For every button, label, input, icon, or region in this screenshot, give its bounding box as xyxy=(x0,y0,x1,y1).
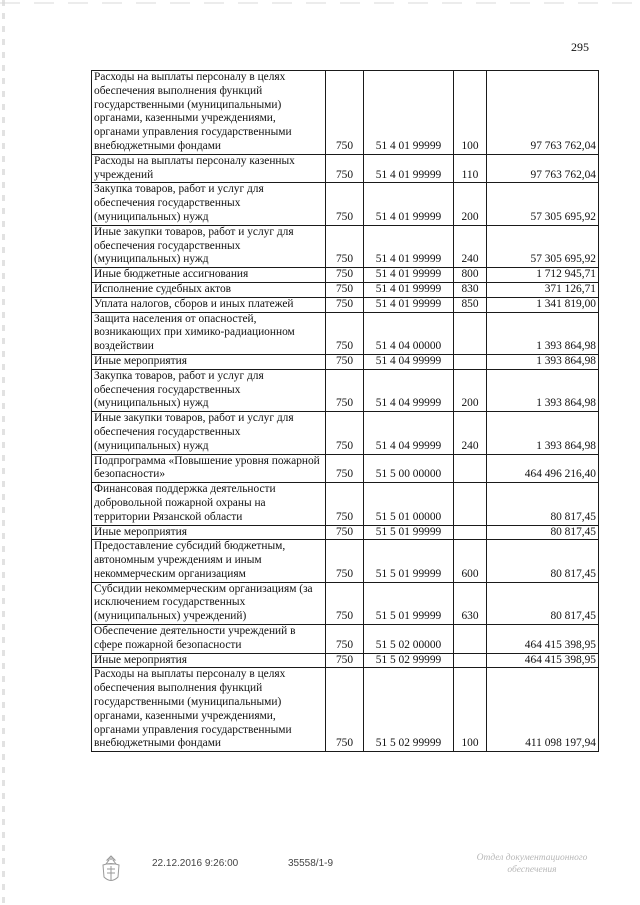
row-amount-cell: 371 126,71 xyxy=(487,282,599,297)
row-ministry-code-cell: 750 xyxy=(326,454,364,483)
row-target-article-cell: 51 4 01 99999 xyxy=(364,297,454,312)
row-ministry-code-cell: 750 xyxy=(326,312,364,354)
row-ministry-code-cell: 750 xyxy=(326,225,364,267)
table-row xyxy=(92,268,599,283)
row-target-article-cell: 51 4 04 00000 xyxy=(364,312,454,354)
row-expense-type-cell: 240 xyxy=(454,412,487,454)
table-row xyxy=(92,525,599,540)
table-row xyxy=(92,282,599,297)
row-ministry-code-cell: 750 xyxy=(326,154,364,183)
row-expense-type-cell xyxy=(454,525,487,540)
row-target-article-cell: 51 5 01 99999 xyxy=(364,540,454,582)
budget-table xyxy=(91,70,599,752)
table-row xyxy=(92,297,599,312)
row-name-cell: Иные мероприятия xyxy=(92,525,326,540)
row-target-article-cell: 51 5 01 99999 xyxy=(364,525,454,540)
row-name-cell: Закупка товаров, работ и услуг для обеспечения государственных (муниципальных) нужд xyxy=(92,183,326,225)
row-name-cell: Обеспечение деятельности учреждений в сфере пожарной безопасности xyxy=(92,625,326,654)
row-amount-cell: 1 393 864,98 xyxy=(487,312,599,354)
table-row xyxy=(92,454,599,483)
row-ministry-code-cell: 750 xyxy=(326,625,364,654)
row-target-article-cell: 51 4 04 99999 xyxy=(364,354,454,369)
table-row xyxy=(92,582,599,624)
row-target-article-cell: 51 5 02 00000 xyxy=(364,625,454,654)
row-expense-type-cell: 630 xyxy=(454,582,487,624)
table-row xyxy=(92,668,599,752)
row-expense-type-cell xyxy=(454,625,487,654)
row-name-cell: Иные закупки товаров, работ и услуг для обеспечения государственных (муниципальных) нужд xyxy=(92,225,326,267)
table-row xyxy=(92,625,599,654)
department-stamp: Отдел документационного обеспечения xyxy=(476,853,588,875)
row-ministry-code-cell: 750 xyxy=(326,525,364,540)
row-target-article-cell: 51 5 01 00000 xyxy=(364,483,454,525)
table-row xyxy=(92,483,599,525)
row-amount-cell: 411 098 197,94 xyxy=(487,668,599,752)
row-expense-type-cell: 200 xyxy=(454,183,487,225)
row-target-article-cell: 51 4 01 99999 xyxy=(364,282,454,297)
row-ministry-code-cell: 750 xyxy=(326,369,364,411)
row-ministry-code-cell: 750 xyxy=(326,582,364,624)
row-ministry-code-cell: 750 xyxy=(326,71,364,155)
row-expense-type-cell xyxy=(454,312,487,354)
row-target-article-cell: 51 4 04 99999 xyxy=(364,412,454,454)
row-target-article-cell: 51 4 01 99999 xyxy=(364,154,454,183)
row-name-cell: Иные мероприятия xyxy=(92,354,326,369)
row-target-article-cell: 51 5 01 99999 xyxy=(364,582,454,624)
table-row xyxy=(92,369,599,411)
row-ministry-code-cell: 750 xyxy=(326,653,364,668)
row-name-cell: Расходы на выплаты персоналу в целях обеспечения выполнения функций государственными (муниципальными) органами, казенными учреждениями, органами управления государственными внебюджетными фондами xyxy=(92,71,326,155)
scan-edge-left xyxy=(2,0,5,905)
table-row xyxy=(92,71,599,155)
row-name-cell: Финансовая поддержка деятельности добровольной пожарной охраны на территории Рязанской области xyxy=(92,483,326,525)
row-amount-cell: 80 817,45 xyxy=(487,483,599,525)
row-expense-type-cell xyxy=(454,653,487,668)
row-name-cell: Расходы на выплаты персоналу в целях обеспечения выполнения функций государственными (муниципальными) органами, казенными учреждениями, органами управления государственными внебюджетными фондами xyxy=(92,668,326,752)
coat-of-arms-icon xyxy=(96,853,126,887)
table-row xyxy=(92,412,599,454)
row-name-cell: Субсидии некоммерческим организациям (за исключением государственных (муниципальных) учреждений) xyxy=(92,582,326,624)
row-name-cell: Уплата налогов, сборов и иных платежей xyxy=(92,297,326,312)
row-ministry-code-cell: 750 xyxy=(326,183,364,225)
table-row xyxy=(92,540,599,582)
row-amount-cell: 97 763 762,04 xyxy=(487,154,599,183)
row-amount-cell: 1 393 864,98 xyxy=(487,412,599,454)
row-expense-type-cell xyxy=(454,483,487,525)
footer-date: 22.12.2016 9:26:00 xyxy=(152,858,239,869)
row-expense-type-cell xyxy=(454,454,487,483)
row-ministry-code-cell: 750 xyxy=(326,354,364,369)
row-target-article-cell: 51 5 02 99999 xyxy=(364,668,454,752)
row-amount-cell: 1 341 819,00 xyxy=(487,297,599,312)
row-name-cell: Расходы на выплаты персоналу казенных учреждений xyxy=(92,154,326,183)
budget-table-body xyxy=(92,71,599,752)
table-row xyxy=(92,653,599,668)
row-expense-type-cell: 850 xyxy=(454,297,487,312)
row-amount-cell: 97 763 762,04 xyxy=(487,71,599,155)
row-expense-type-cell xyxy=(454,354,487,369)
row-ministry-code-cell: 750 xyxy=(326,540,364,582)
row-amount-cell: 80 817,45 xyxy=(487,582,599,624)
table-row xyxy=(92,154,599,183)
row-target-article-cell: 51 4 01 99999 xyxy=(364,183,454,225)
row-ministry-code-cell: 750 xyxy=(326,282,364,297)
row-ministry-code-cell: 750 xyxy=(326,483,364,525)
row-target-article-cell: 51 4 01 99999 xyxy=(364,268,454,283)
scan-edge-top xyxy=(0,2,640,4)
row-amount-cell: 1 712 945,71 xyxy=(487,268,599,283)
row-name-cell: Предоставление субсидий бюджетным, автономным учреждениям и иным некоммерческим организациям xyxy=(92,540,326,582)
row-target-article-cell: 51 4 04 99999 xyxy=(364,369,454,411)
row-expense-type-cell: 600 xyxy=(454,540,487,582)
row-name-cell: Подпрограмма «Повышение уровня пожарной безопасности» xyxy=(92,454,326,483)
row-ministry-code-cell: 750 xyxy=(326,668,364,752)
row-amount-cell: 1 393 864,98 xyxy=(487,354,599,369)
row-expense-type-cell: 200 xyxy=(454,369,487,411)
row-expense-type-cell: 830 xyxy=(454,282,487,297)
row-name-cell: Закупка товаров, работ и услуг для обеспечения государственных (муниципальных) нужд xyxy=(92,369,326,411)
row-target-article-cell: 51 4 01 99999 xyxy=(364,225,454,267)
row-name-cell: Исполнение судебных актов xyxy=(92,282,326,297)
row-expense-type-cell: 100 xyxy=(454,668,487,752)
row-expense-type-cell: 800 xyxy=(454,268,487,283)
page-number: 295 xyxy=(571,40,589,54)
row-expense-type-cell: 240 xyxy=(454,225,487,267)
row-target-article-cell: 51 5 00 00000 xyxy=(364,454,454,483)
row-amount-cell: 80 817,45 xyxy=(487,525,599,540)
row-name-cell: Иные закупки товаров, работ и услуг для обеспечения государственных (муниципальных) нужд xyxy=(92,412,326,454)
row-name-cell: Защита населения от опасностей, возникающих при химико-радиационном воздействии xyxy=(92,312,326,354)
row-amount-cell: 57 305 695,92 xyxy=(487,225,599,267)
row-name-cell: Иные бюджетные ассигнования xyxy=(92,268,326,283)
row-ministry-code-cell: 750 xyxy=(326,297,364,312)
table-row xyxy=(92,225,599,267)
row-amount-cell: 464 496 216,40 xyxy=(487,454,599,483)
row-target-article-cell: 51 5 02 99999 xyxy=(364,653,454,668)
row-amount-cell: 464 415 398,95 xyxy=(487,653,599,668)
table-row xyxy=(92,312,599,354)
table-row xyxy=(92,183,599,225)
row-expense-type-cell: 110 xyxy=(454,154,487,183)
row-target-article-cell: 51 4 01 99999 xyxy=(364,71,454,155)
row-amount-cell: 57 305 695,92 xyxy=(487,183,599,225)
row-amount-cell: 1 393 864,98 xyxy=(487,369,599,411)
row-expense-type-cell: 100 xyxy=(454,71,487,155)
row-amount-cell: 80 817,45 xyxy=(487,540,599,582)
row-ministry-code-cell: 750 xyxy=(326,412,364,454)
table-row xyxy=(92,354,599,369)
row-name-cell: Иные мероприятия xyxy=(92,653,326,668)
row-ministry-code-cell: 750 xyxy=(326,268,364,283)
footer-doc-id: 35558/1-9 xyxy=(288,858,334,869)
row-amount-cell: 464 415 398,95 xyxy=(487,625,599,654)
